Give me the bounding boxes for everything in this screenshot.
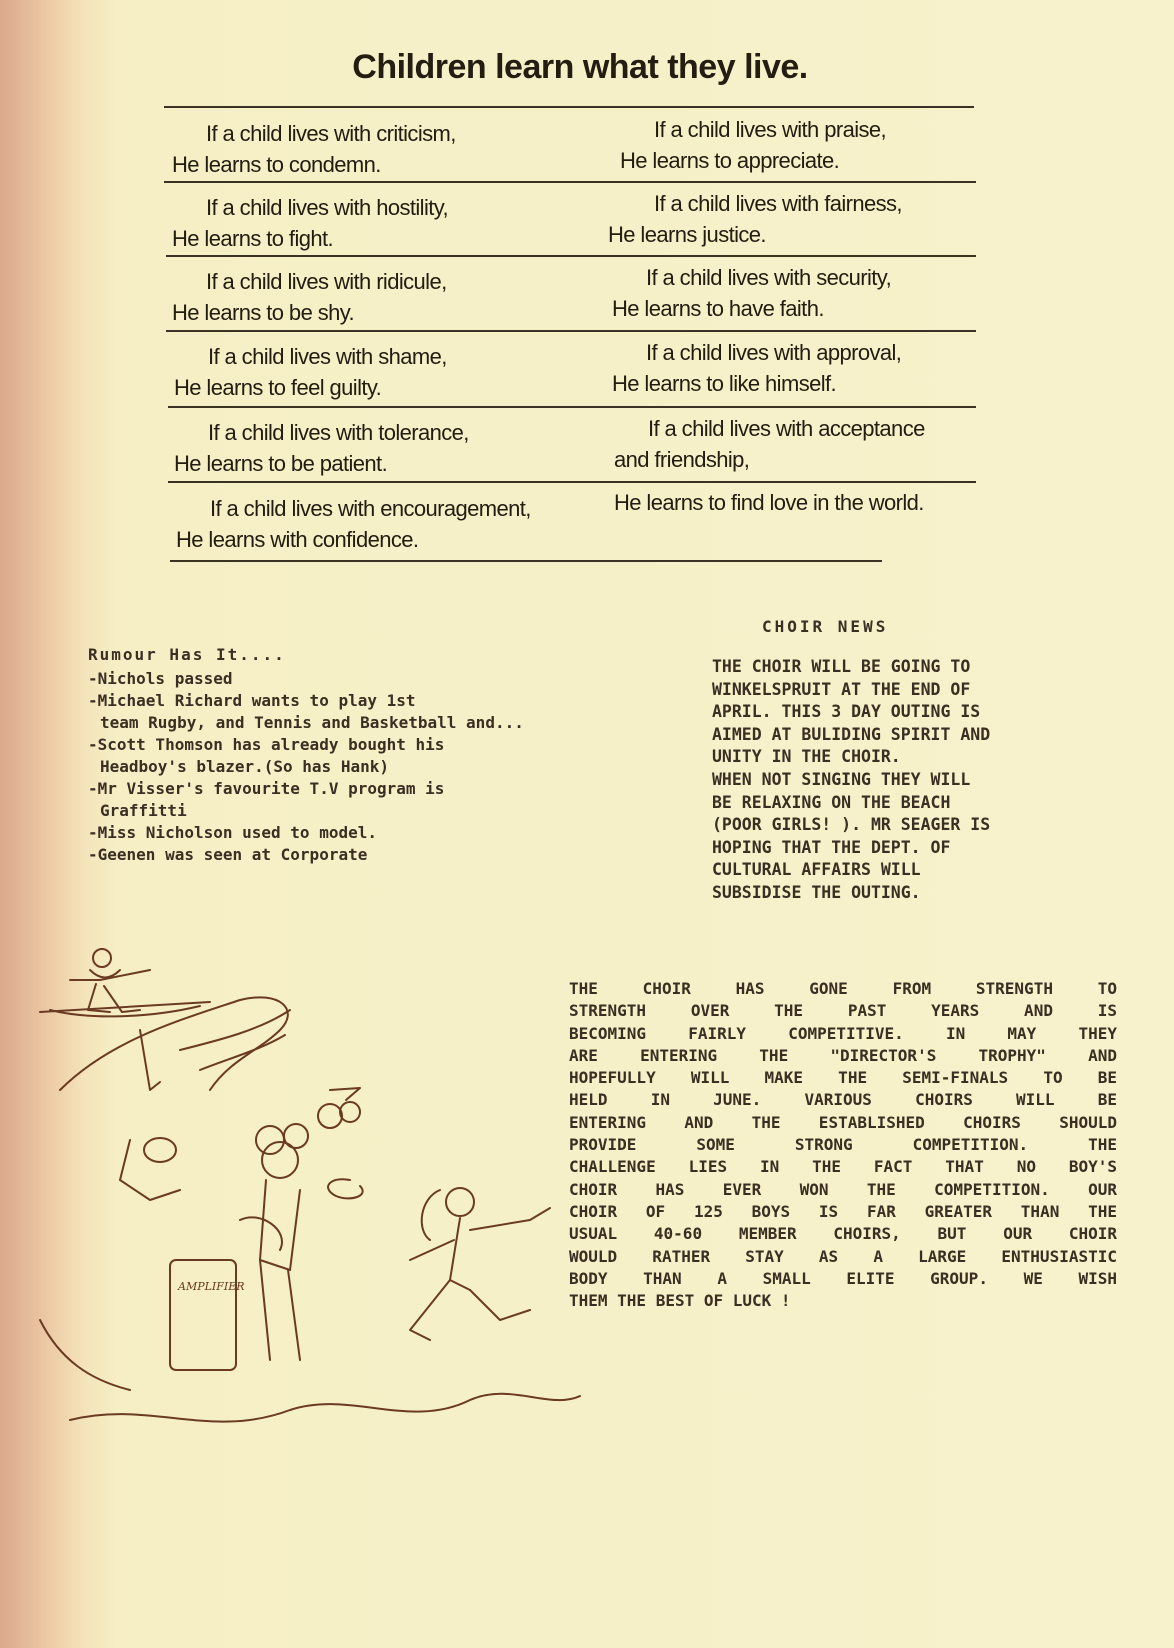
choir-news-line: APRIL. THIS 3 DAY OUTING IS — [712, 702, 981, 722]
poem-verse-left — [174, 341, 447, 403]
choir-news-line: THE CHOIR WILL BE GOING TO — [712, 657, 971, 676]
choir-body-line: WOULD RATHER STAY AS A LARGE ENTHUSIASTIC — [569, 1246, 1117, 1266]
choir-body-line: THEM THE BEST OF LUCK ! — [569, 1291, 791, 1311]
guitarist-figure — [240, 1142, 300, 1360]
choir-body-line: STRENGTH OVER THE PAST YEARS AND IS — [569, 1001, 1117, 1021]
verse-line: If a child lives with hostility, — [206, 195, 449, 220]
page-title: Children learn what they live. — [352, 48, 808, 86]
verse-line: He learns to appreciate. — [620, 148, 840, 173]
verse-line: He learns to feel guilty. — [174, 375, 382, 400]
poem-verse-right — [612, 337, 901, 399]
rumour-item: -Miss Nicholson used to model. — [88, 823, 377, 842]
verse-line: If a child lives with fairness, — [654, 191, 902, 216]
verse-line: He learns to like himself. — [612, 371, 837, 396]
verse-line: He learns justice. — [608, 222, 766, 247]
verse-line: He learns with confidence. — [176, 527, 419, 552]
choir-body-line: THE CHOIR HAS GONE FROM STRENGTH TO — [569, 979, 1117, 998]
choir-news-line: HOPING THAT THE DEPT. OF — [712, 837, 951, 857]
poem-verse-right — [608, 188, 902, 250]
choir-news-heading: CHOIR NEWS — [762, 617, 889, 636]
choir-news-line: BE RELAXING ON THE BEACH — [712, 792, 951, 812]
choir-body-line: USUAL 40-60 MEMBER CHOIRS, BUT OUR CHOIR — [569, 1224, 1117, 1244]
choir-body-line: CHOIR HAS EVER WON THE COMPETITION. OUR — [569, 1179, 1117, 1199]
poem-verse-left — [174, 417, 469, 479]
verse-line: He learns to be shy. — [172, 300, 355, 325]
verse-line: and friendship, — [614, 447, 750, 472]
rumour-item: Headboy's blazer.(So has Hank) — [100, 757, 389, 776]
rumour-item: Graffitti — [100, 801, 187, 820]
verse-line: If a child lives with shame, — [208, 344, 447, 369]
verse-line: If a child lives with security, — [646, 265, 892, 290]
runner-figure — [410, 1188, 550, 1340]
rumour-item: -Geenen was seen at Corporate — [88, 845, 368, 864]
choir-body-line: HOPEFULLY WILL MAKE THE SEMI-FINALS TO BE — [569, 1068, 1117, 1088]
verse-line: If a child lives with ridicule, — [206, 269, 447, 294]
ground-line — [40, 1320, 130, 1390]
poem-verse-left — [176, 493, 531, 555]
choir-body-line: ENTERING AND THE ESTABLISHED CHOIRS SHOULD — [569, 1112, 1117, 1132]
choir-news-line: WHEN NOT SINGING THEY WILL — [712, 769, 971, 789]
poem-verse-right — [614, 487, 924, 518]
choir-news-text — [712, 656, 990, 905]
choir-news-line: UNITY IN THE CHOIR. — [712, 747, 901, 767]
ground-line — [70, 1394, 580, 1422]
verse-line: If a child lives with acceptance — [648, 416, 925, 441]
choir-news-line: WINKELSPRUIT AT THE END OF — [712, 679, 971, 699]
choir-body-line: CHOIR OF 125 BOYS IS FAR GREATER THAN THE — [569, 1201, 1117, 1221]
rumour-item: team Rugby, and Tennis and Basketball and... — [100, 713, 524, 732]
poem-rule — [168, 406, 976, 408]
poem-verse-left — [172, 266, 447, 328]
poem-rule — [164, 181, 976, 183]
poem-verse-right — [620, 114, 886, 176]
choir-body-line: PROVIDE SOME STRONG COMPETITION. THE — [569, 1135, 1117, 1155]
poem-verse-left — [172, 192, 448, 254]
choir-news-line: AIMED AT BULIDING SPIRIT AND — [712, 724, 991, 744]
rumour-section — [88, 644, 524, 866]
poem-rule — [170, 560, 882, 562]
rumour-item: -Scott Thomson has already bought his — [88, 735, 445, 754]
choir-body-line: HELD IN JUNE. VARIOUS CHOIRS WILL BE — [569, 1090, 1117, 1110]
verse-line: He learns to condemn. — [172, 152, 381, 177]
verse-line: He learns to have faith. — [612, 296, 824, 321]
amplifier-drawing — [170, 1260, 245, 1370]
choir-news-line: SUBSIDISE THE OUTING. — [712, 882, 921, 902]
surfer-figure — [40, 949, 210, 1016]
choir-news-line: (POOR GIRLS! ). MR SEAGER IS — [712, 815, 991, 835]
poem-verse-left — [172, 118, 456, 180]
rumour-item: -Mr Visser's favourite T.V program is — [88, 779, 445, 798]
choir-body-line: BECOMING FAIRLY COMPETITIVE. IN MAY THEY — [569, 1023, 1117, 1043]
choir-body-line: BODY THAN A SMALL ELITE GROUP. WE WISH — [569, 1268, 1117, 1288]
verse-line: He learns to be patient. — [174, 451, 388, 476]
verse-line: If a child lives with criticism, — [206, 121, 456, 146]
poem-verse-right — [612, 262, 891, 324]
poem-verse-right — [614, 413, 925, 475]
poem-rule — [168, 481, 976, 483]
rumour-item: -Nichols passed — [88, 669, 233, 688]
verse-line: If a child lives with tolerance, — [208, 420, 469, 445]
verse-line: If a child lives with encouragement, — [210, 496, 531, 521]
choir-body-line: CHALLENGE LIES IN THE FACT THAT NO BOY'S — [569, 1157, 1117, 1177]
poem-rule — [164, 106, 974, 108]
rumour-item: -Michael Richard wants to play 1st — [88, 691, 416, 710]
verse-line: If a child lives with praise, — [654, 117, 887, 142]
poem-rule — [166, 330, 976, 332]
verse-line: He learns to find love in the world. — [614, 490, 924, 515]
rumour-heading: Rumour Has It.... — [88, 645, 286, 664]
cartoon-sketch — [30, 940, 590, 1460]
choir-body-line: ARE ENTERING THE "DIRECTOR'S TROPHY" AND — [569, 1045, 1117, 1065]
amplifier-label: AMPLIFIER — [178, 1280, 245, 1293]
verse-line: He learns to fight. — [172, 226, 334, 251]
choir-news-line: CULTURAL AFFAIRS WILL — [712, 860, 921, 880]
verse-line: If a child lives with approval, — [646, 340, 902, 365]
choir-body-text — [569, 978, 1117, 1312]
poem-rule — [166, 255, 976, 257]
crowd-drawing — [120, 1088, 363, 1200]
